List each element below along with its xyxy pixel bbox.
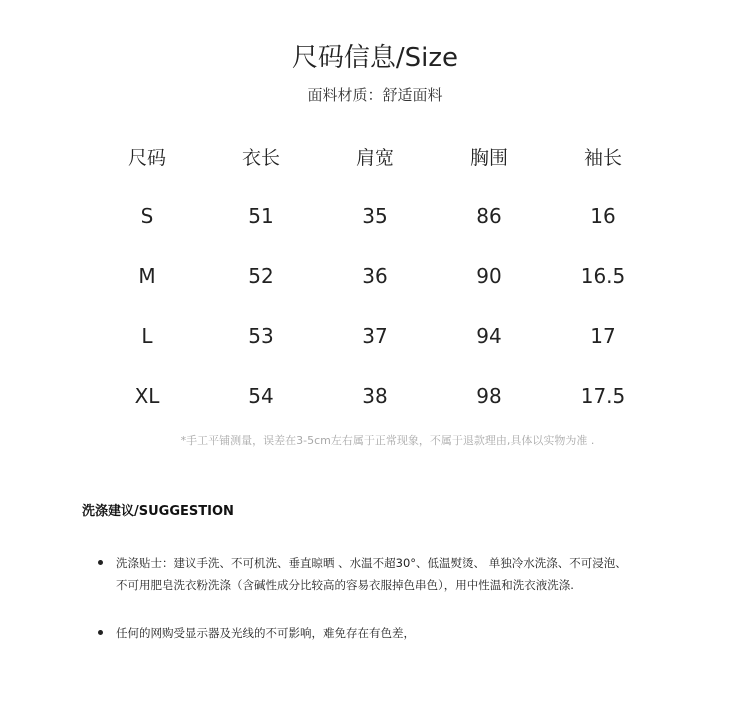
measurement-note: *手工平铺测量，误差在3-5cm左右属于正常现象，不属于退款理由,具体以实物为准 . <box>180 434 595 447</box>
table-cell: 90 <box>476 264 502 288</box>
table-cell: 98 <box>476 384 502 408</box>
column-header-shoulder: 肩宽 <box>355 146 394 169</box>
table-cell: 16.5 <box>580 264 626 288</box>
table-cell: 38 <box>362 384 388 408</box>
suggestion-text-line: 任何的网购受显示器及光线的不可影响，难免存在有色差， <box>116 626 415 640</box>
table-row <box>90 186 660 246</box>
bullet-dot <box>98 630 103 635</box>
table-cell: 17.5 <box>580 384 626 408</box>
table-cell: 94 <box>476 324 502 348</box>
suggestion-text-line: 不可用肥皂洗衣粉洗涤（含碱性成分比较高的容易衣服掉色串色），用中性温和洗衣液洗涤. <box>116 578 574 592</box>
table-cell: 52 <box>248 264 274 288</box>
column-header-sleeve: 袖长 <box>583 146 622 169</box>
table-cell: 54 <box>248 384 274 408</box>
table-row <box>90 246 660 306</box>
table-cell: 86 <box>476 204 502 228</box>
table-cell: XL <box>134 384 160 408</box>
column-header-size: 尺码 <box>127 146 166 169</box>
list-item <box>98 552 668 596</box>
table-cell: 51 <box>248 204 274 228</box>
table-cell: 17 <box>590 324 616 348</box>
table-row <box>90 366 660 426</box>
table-cell: 35 <box>362 204 388 228</box>
table-cell: M <box>138 264 156 288</box>
suggestion-title: 洗涤建议/SUGGESTION <box>82 504 234 519</box>
table-cell: 37 <box>362 324 388 348</box>
table-cell: 36 <box>362 264 388 288</box>
table-cell: 53 <box>248 324 274 348</box>
bullet-dot <box>98 560 103 565</box>
column-header-length: 衣长 <box>241 146 280 169</box>
suggestion-list <box>98 552 668 644</box>
suggestion-text-line: 洗涤贴士：建议手洗、不可机洗、垂直晾晒 、水温不超30°、低温熨烫、 单独冷水洗涤、不可浸泡、 <box>116 556 627 570</box>
column-header-chest: 胸围 <box>469 146 508 169</box>
table-cell: S <box>140 204 154 228</box>
table-row <box>90 306 660 366</box>
list-item <box>98 622 668 644</box>
table-cell: L <box>141 324 153 348</box>
size-table <box>90 126 660 426</box>
page-title: 尺码信息/Size <box>291 43 459 73</box>
material-label: 面料材质：舒适面料 <box>307 86 443 104</box>
table-header-row <box>90 126 660 186</box>
table-cell: 16 <box>590 204 616 228</box>
